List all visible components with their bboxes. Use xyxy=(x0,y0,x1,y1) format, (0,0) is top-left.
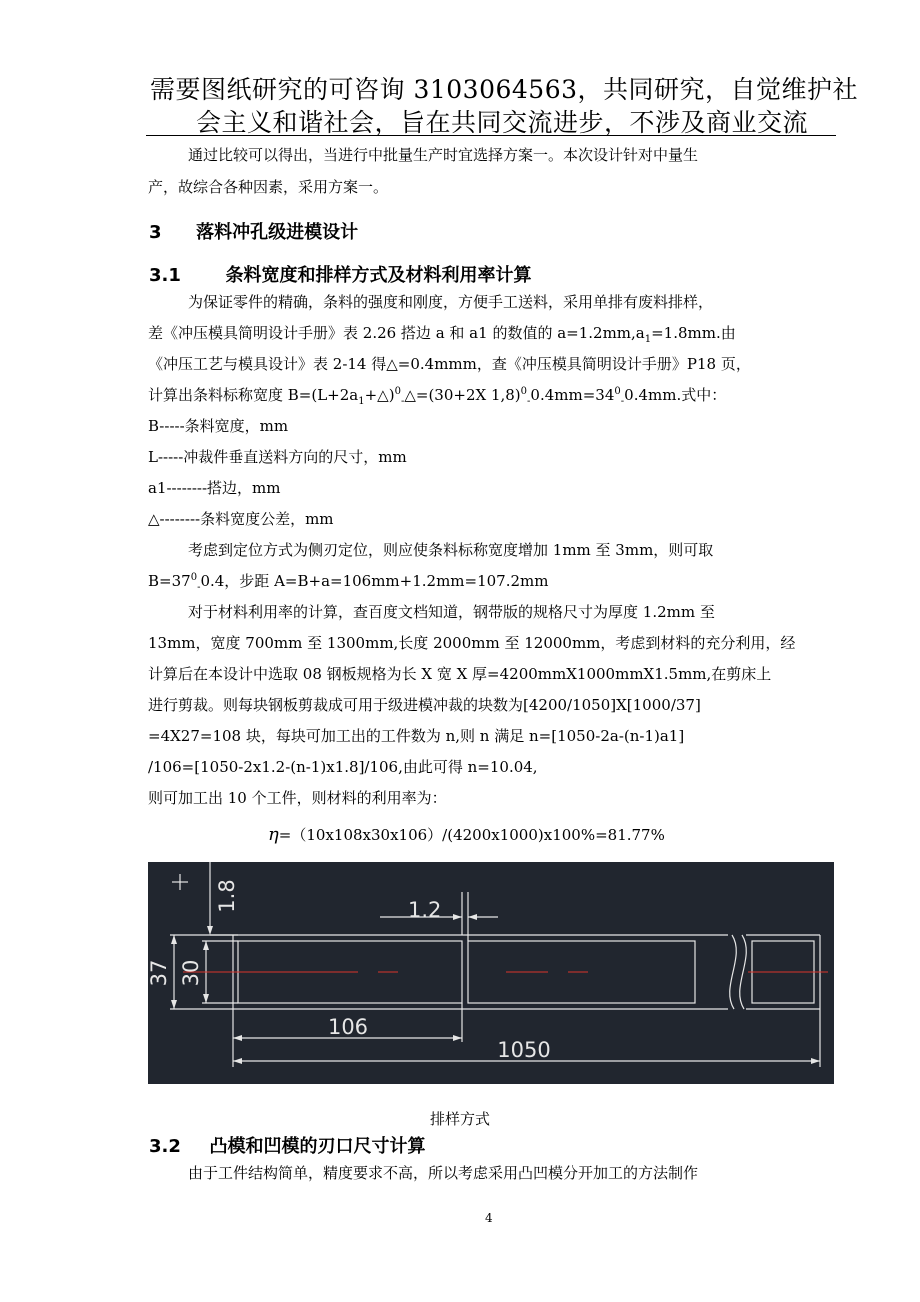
arrow-30-top xyxy=(203,941,209,950)
arrow-1050-right xyxy=(811,1058,820,1064)
para3-line-2: 13mm，宽度 700mm 至 1300mm,长度 2000mm 至 12000mm，考虑到材料的充分利用，经 xyxy=(148,634,796,652)
utilization-formula xyxy=(268,824,665,845)
section-3-2-heading xyxy=(149,1132,425,1158)
definition-delta: △--------条料宽度公差，mm xyxy=(148,510,334,528)
dim-label-1-8: 1.8 xyxy=(215,879,239,913)
arrow-1-2-left xyxy=(453,914,462,920)
definition-b: B-----条料宽度，mm xyxy=(148,417,289,435)
para3-line-4: 进行剪裁。则每块钢板剪裁成可用于级进模冲裁的块数为[4200/1050]X[1000/37] xyxy=(148,696,701,714)
para3-line-1: 对于材料利用率的计算，查百度文档知道，钢带版的规格尺寸为厚度 1.2mm 至 xyxy=(188,603,715,621)
dim-label-1-2: 1.2 xyxy=(408,898,442,922)
arrow-1-2-right xyxy=(468,914,477,920)
para1-line-1: 为保证零件的精确，条料的强度和刚度，方便手工送料，采用单排有废料排样， xyxy=(188,293,714,311)
arrow-1050-left xyxy=(233,1058,242,1064)
strip-layout-svg xyxy=(148,862,834,1084)
arrow-30-bottom xyxy=(203,994,209,1003)
arrow-37-bottom xyxy=(171,1000,177,1009)
section-3-number: 3 xyxy=(149,222,162,243)
section-3-2-line-1: 由于工件结构简单，精度要求不高，所以考虑采用凸凹模分开加工的方法制作 xyxy=(188,1164,699,1182)
para1-line-3: 《冲压工艺与模具设计》表 2-14 得△=0.4mmm，查《冲压模具简明设计手册》P18 页， xyxy=(148,355,751,373)
para2-line-1: 考虑到定位方式为侧刃定位，则应使条料标称宽度增加 1mm 至 3mm，则可取 xyxy=(188,541,714,559)
header-line-1: 需要图纸研究的可咨询 3103064563，共同研究，自觉维护社 xyxy=(150,75,859,104)
definition-l: L-----冲裁件垂直送料方向的尺寸，mm xyxy=(148,448,407,466)
section-3-heading xyxy=(149,218,358,244)
para3-line-5: =4X27=108 块，每块可加工出的工件数为 n,则 n 满足 n=[1050-2a-(n-1)a1] xyxy=(148,727,685,745)
para3-line-7: 则可加工出 10 个工件，则材料的利用率为： xyxy=(148,789,447,807)
section-3-title: 落料冲孔级进模设计 xyxy=(196,222,359,243)
dim-label-106: 106 xyxy=(327,1015,369,1039)
section-3-2-title: 凸模和凹模的刃口尺寸计算 xyxy=(209,1136,426,1157)
figure-caption: 排样方式 xyxy=(430,1110,491,1128)
arrow-106-left xyxy=(233,1035,242,1041)
eta-symbol: η xyxy=(268,824,279,845)
definition-a1: a1--------搭边，mm xyxy=(148,479,281,497)
intro-line-2: 产，故综合各种因素，采用方案一。 xyxy=(148,178,389,196)
header-rule xyxy=(146,135,836,136)
break-line-left xyxy=(730,935,737,1009)
page-number: 4 xyxy=(485,1211,493,1225)
strip-layout-drawing xyxy=(148,862,834,1084)
section-3-1-title: 条料宽度和排样方式及材料利用率计算 xyxy=(225,265,532,286)
intro-line-1: 通过比较可以得出，当进行中批量生产时宜选择方案一。本次设计针对中量生 xyxy=(188,146,699,164)
arrow-37-top xyxy=(171,935,177,944)
arrow-1-8-bottom xyxy=(207,926,213,935)
para1-line-2: 差《冲压模具简明设计手册》表 2.26 搭边 a 和 a1 的数值的 $a=1.2mm,a_1=1.8mm$.由 xyxy=(148,324,736,345)
section-3-2-number: 3.2 xyxy=(149,1136,181,1157)
dim-label-37: 37 xyxy=(148,959,171,987)
formula-expression: =（10x108x30x106）/(4200x1000)x100%=81.77% xyxy=(278,826,665,844)
section-3-1-heading xyxy=(149,261,531,287)
break-line-right xyxy=(740,935,747,1009)
para2-line-2: $B=37^0_-0.4$，步距 A=B+a=106mm+1.2mm=107.2mm xyxy=(148,572,549,593)
header-line-2: 会主义和谐社会，旨在共同交流进步，不涉及商业交流 xyxy=(196,108,809,137)
dim-label-1050: 1050 xyxy=(497,1038,551,1062)
section-3-1-number: 3.1 xyxy=(149,265,181,286)
para3-line-6: /106=[1050-2x1.2-(n-1)x1.8]/106,由此可得 n=10.04, xyxy=(148,758,538,776)
para1-line-4: 计算出条料标称宽度 $B=(L+2a_1+\triangle)^0_-\triangle=(30+2X$ $1,8)^0_-0.4mm=34^0_-0.4mm$.式中： xyxy=(148,386,727,407)
arrow-106-right xyxy=(453,1035,462,1041)
para3-line-3: 计算后在本设计中选取 08 钢板规格为长 X 宽 X 厚=4200mmX1000mmX1.5mm,在剪床上 xyxy=(148,665,772,683)
dim-label-30: 30 xyxy=(179,959,203,987)
